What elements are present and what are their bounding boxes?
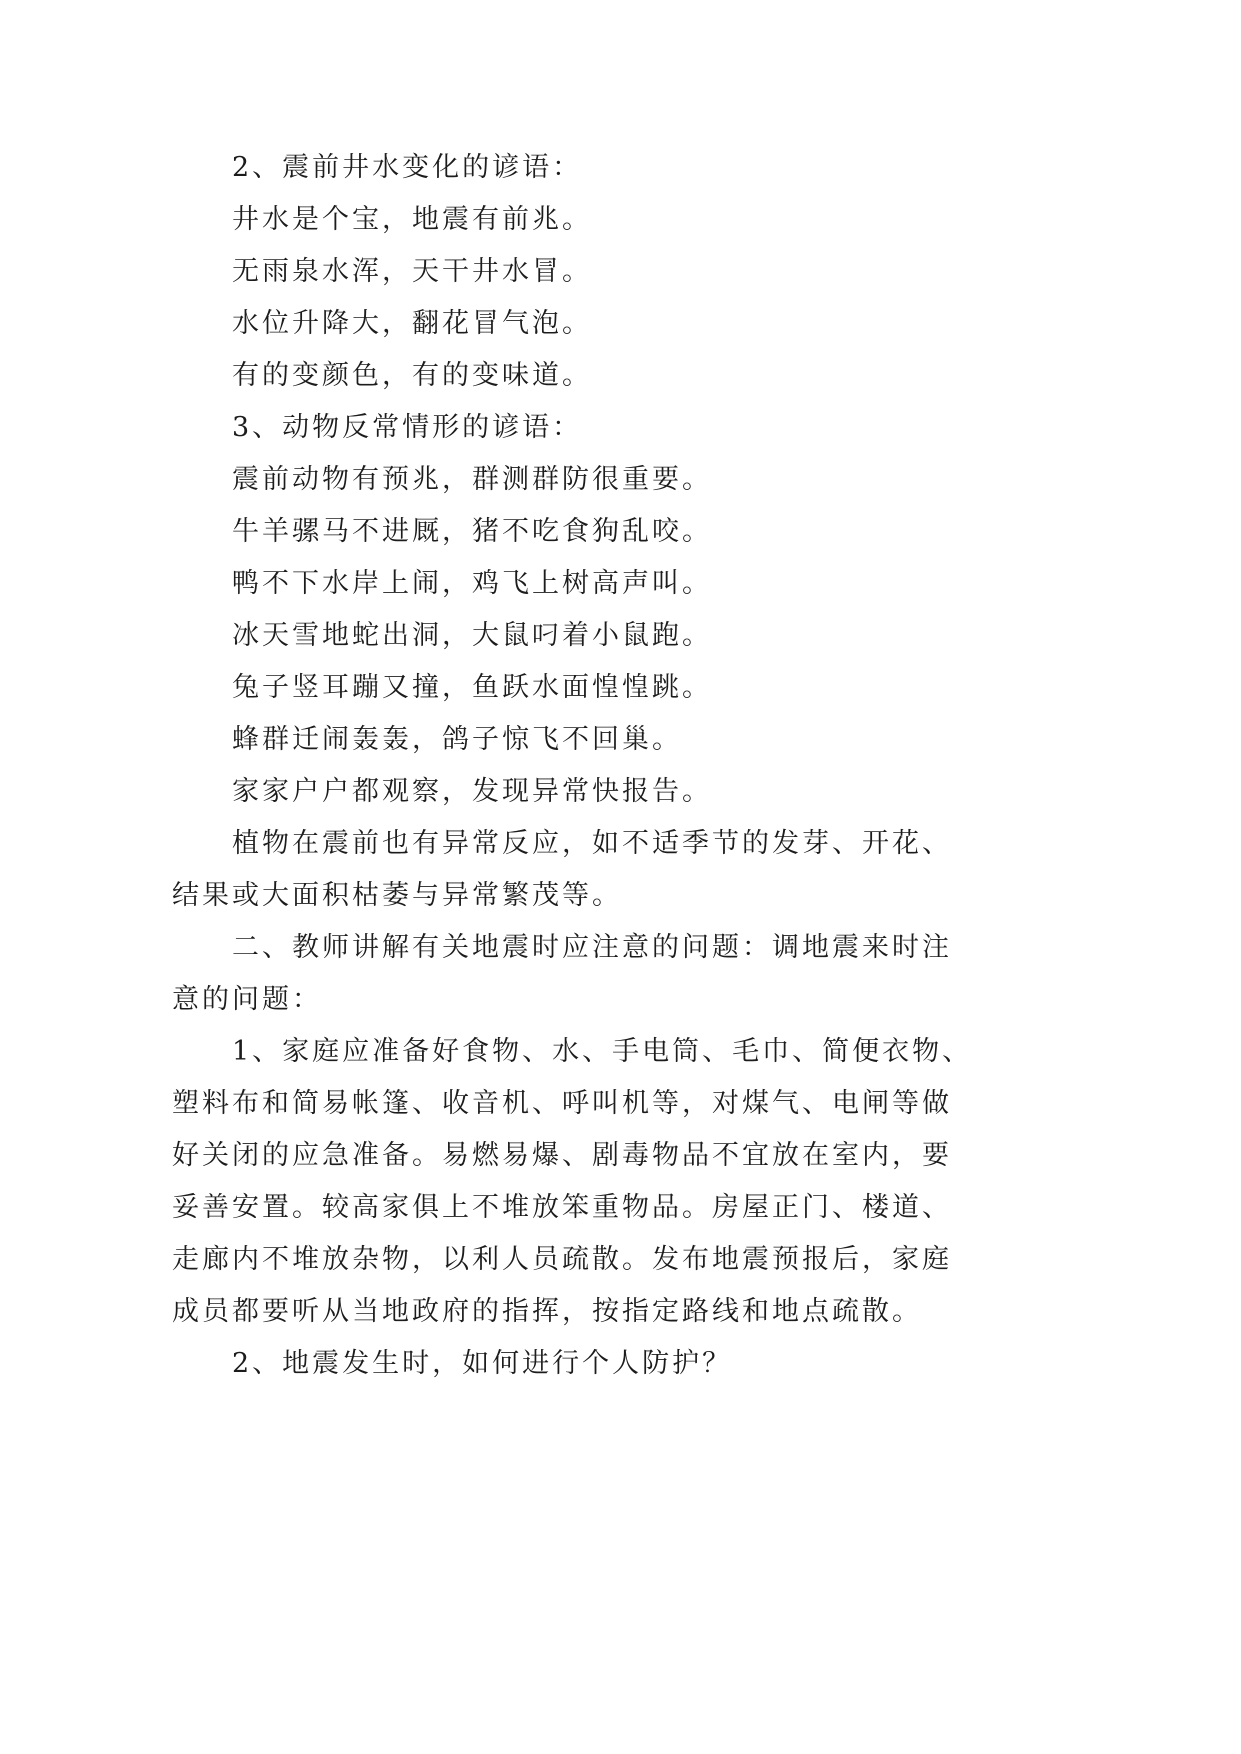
paragraph-line: 牛羊骡马不进厩，猪不吃食狗乱咬。 (232, 516, 712, 547)
proverb-line (172, 298, 992, 350)
proverb-line (172, 662, 992, 714)
proverb-line (172, 506, 992, 558)
paragraph-line: 无雨泉水浑，天干井水冒。 (232, 256, 592, 287)
paragraph-line: 2、地震发生时，如何进行个人防护？ (232, 1348, 733, 1379)
paragraph-line: 妥善安置。较高家俱上不堆放笨重物品。房屋正门、楼道、 (172, 1192, 952, 1223)
paragraph-line: 家家户户都观察，发现异常快报告。 (232, 776, 712, 807)
paragraph-line: 成员都要听从当地政府的指挥，按指定路线和地点疏散。 (172, 1296, 922, 1327)
proverb-line (172, 350, 992, 402)
proverb-line (172, 454, 992, 506)
proverb-line (172, 194, 992, 246)
paragraph-line: 2、震前井水变化的谚语： (232, 152, 583, 183)
section-heading-teacher-explanation (172, 922, 992, 1026)
paragraph-line: 井水是个宝，地震有前兆。 (232, 204, 592, 235)
paragraph-line: 3、动物反常情形的谚语： (232, 412, 583, 443)
document-body (172, 142, 992, 1390)
paragraph-line: 植物在震前也有异常反应，如不适季节的发芽、开花、 (232, 828, 952, 859)
paragraph-line: 兔子竖耳蹦又撞，鱼跃水面惶惶跳。 (232, 672, 712, 703)
paragraph-line: 水位升降大，翻花冒气泡。 (232, 308, 592, 339)
proverb-line (172, 610, 992, 662)
proverb-line (172, 246, 992, 298)
paragraph-household-preparation (172, 1026, 992, 1338)
proverb-line (172, 714, 992, 766)
subheading-well-water-proverbs (172, 142, 992, 194)
proverb-line (172, 766, 992, 818)
paragraph-line: 二、教师讲解有关地震时应注意的问题：调地震来时注 (232, 932, 952, 963)
proverb-line (172, 558, 992, 610)
paragraph-line: 冰天雪地蛇出洞，大鼠叼着小鼠跑。 (232, 620, 712, 651)
paragraph-line: 蜂群迁闹轰轰，鸽子惊飞不回巢。 (232, 724, 682, 755)
paragraph-line: 结果或大面积枯萎与异常繁茂等。 (172, 880, 622, 911)
paragraph-line: 好关闭的应急准备。易燃易爆、剧毒物品不宜放在室内，要 (172, 1140, 952, 1171)
paragraph-line: 鸭不下水岸上闹，鸡飞上树高声叫。 (232, 568, 712, 599)
subheading-personal-protection (172, 1338, 992, 1390)
paragraph-line: 有的变颜色，有的变味道。 (232, 360, 592, 391)
paragraph-line: 塑料布和简易帐篷、收音机、呼叫机等，对煤气、电闸等做 (172, 1088, 952, 1119)
paragraph-line: 震前动物有预兆，群测群防很重要。 (232, 464, 712, 495)
subheading-animal-proverbs (172, 402, 992, 454)
paragraph-line: 意的问题： (172, 984, 322, 1015)
paragraph-plant-anomalies (172, 818, 992, 922)
paragraph-line: 走廊内不堆放杂物，以利人员疏散。发布地震预报后，家庭 (172, 1244, 952, 1275)
paragraph-line: 1、家庭应准备好食物、水、手电筒、毛巾、简便衣物、 (232, 1036, 973, 1067)
